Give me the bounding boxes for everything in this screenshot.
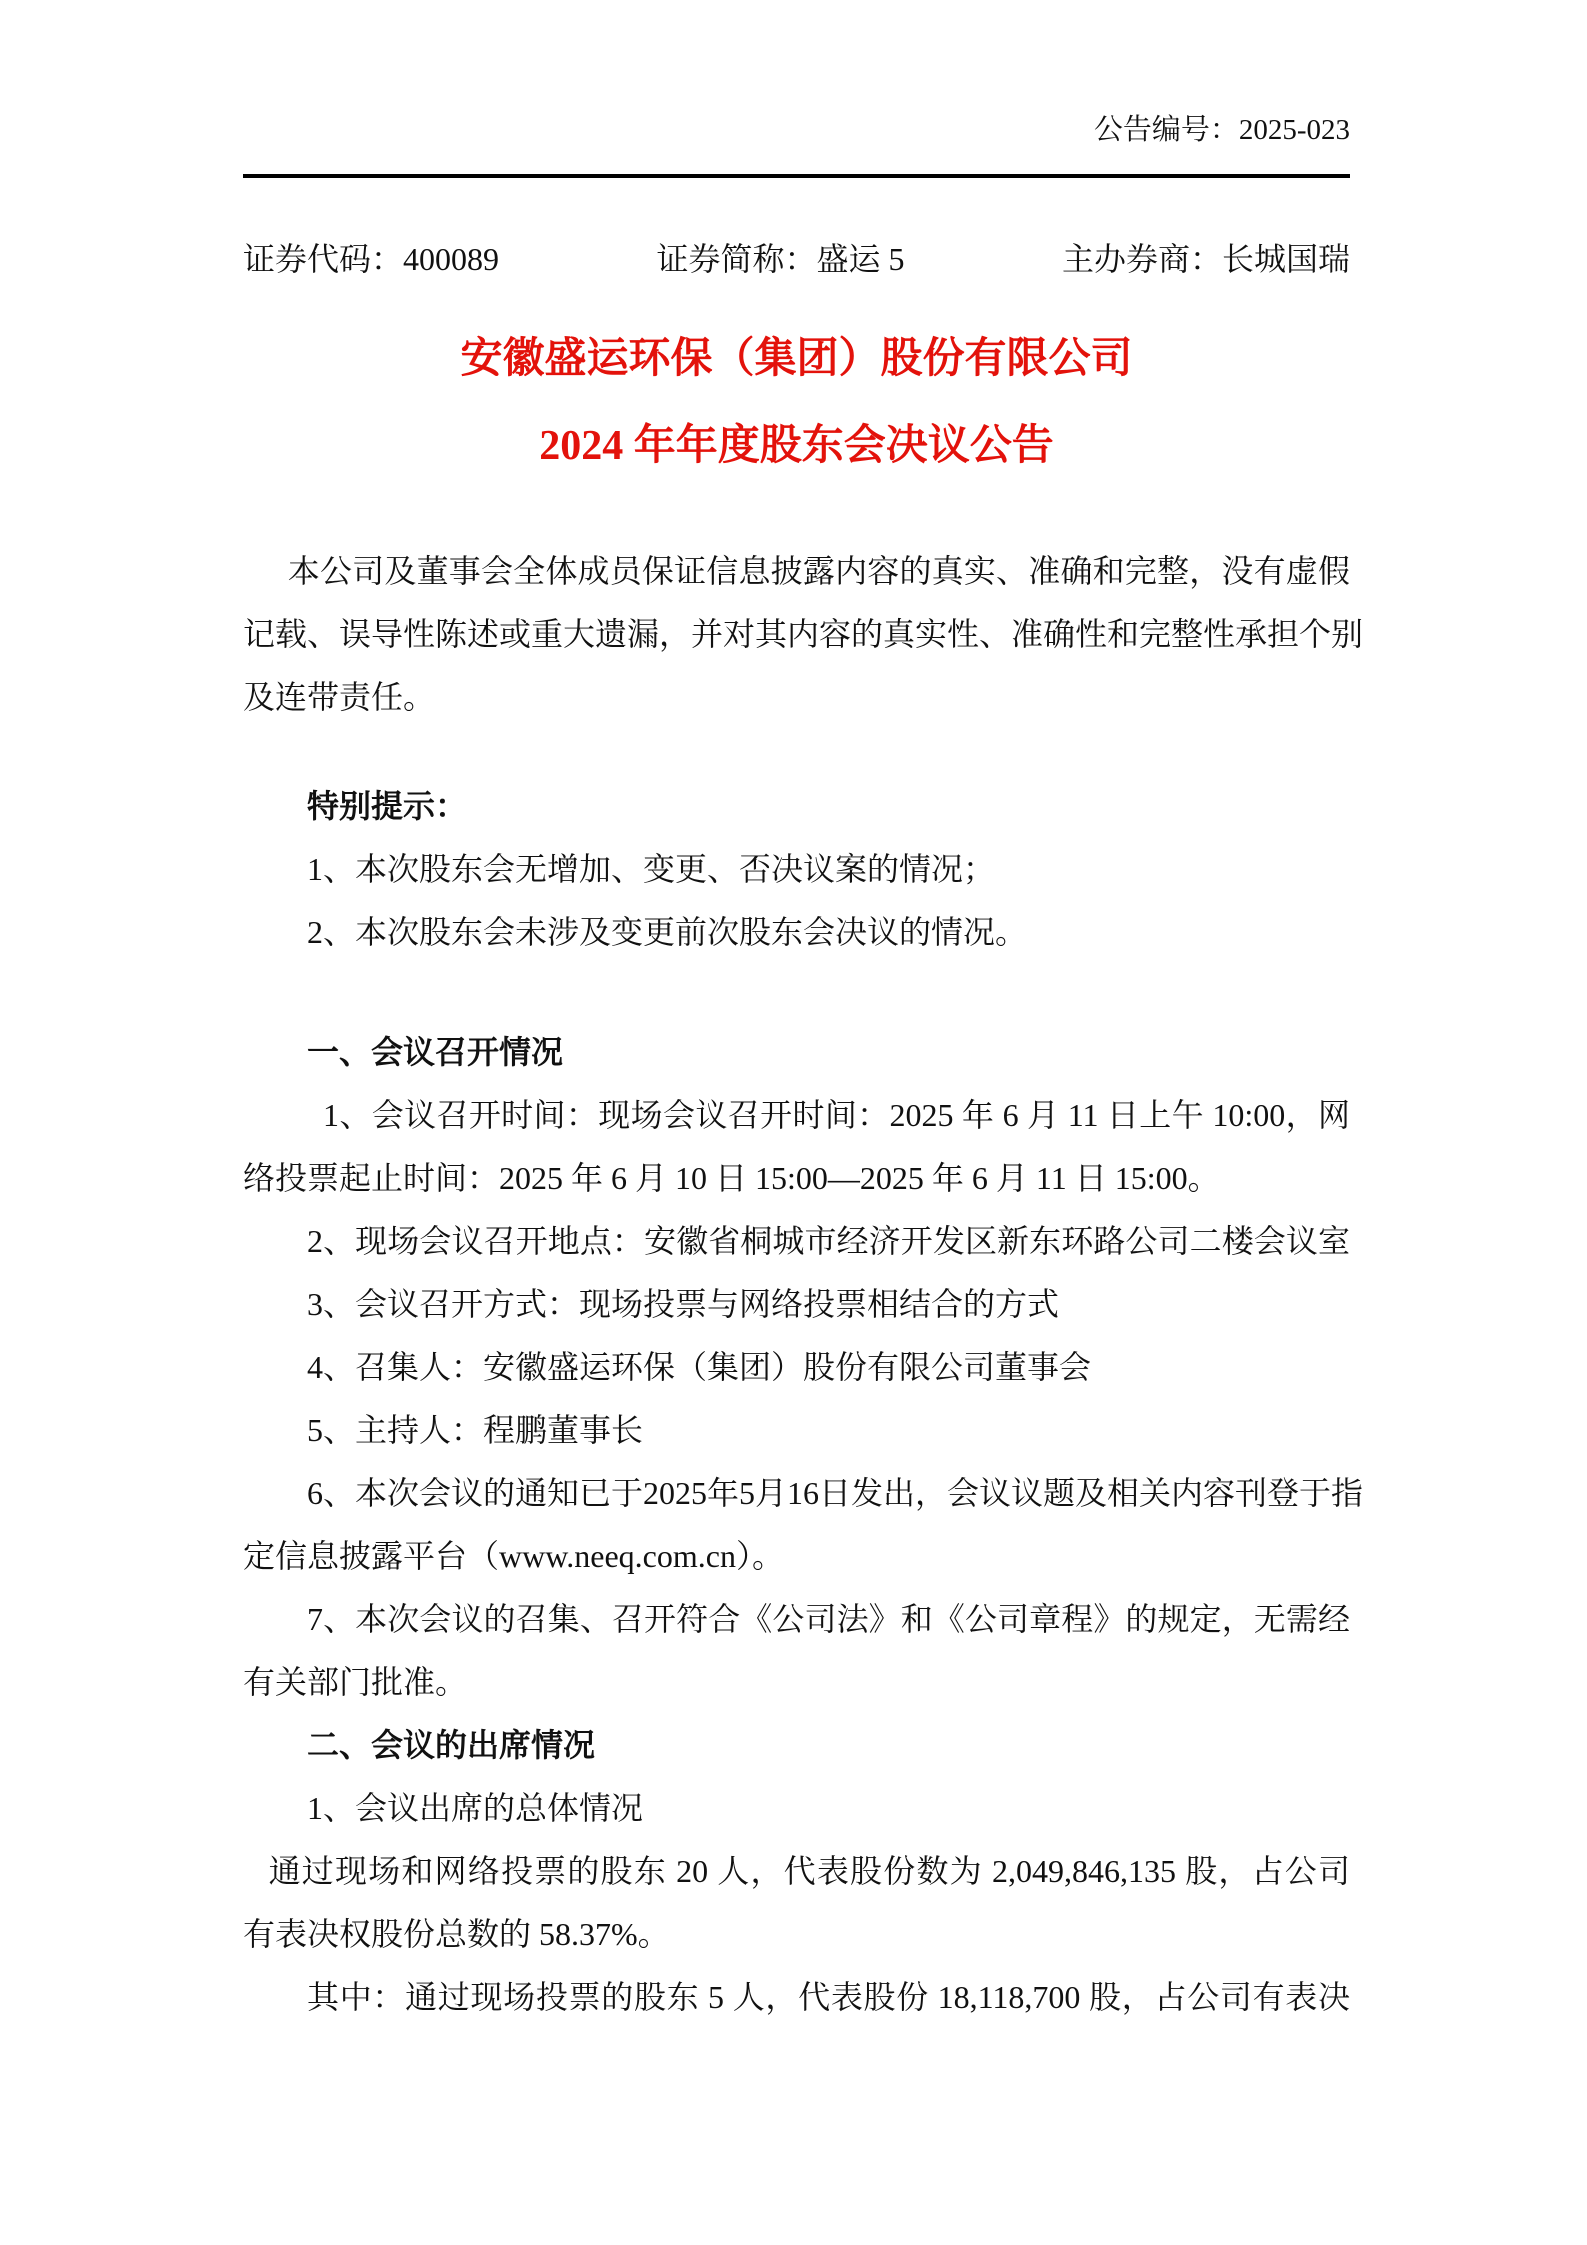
section-meeting-attendance [243, 1714, 1350, 2029]
section2-paragraph-line: 通过现场和网络投票的股东 20 人，代表股份数为 2,049,846,135 股，占公司 [268, 1853, 1350, 1889]
section2-subheading: 1、会议出席的总体情况 [307, 1790, 644, 1826]
section2-paragraph-line: 其中：通过现场投票的股东 5 人，代表股份 18,118,700 股，占公司有表决 [307, 1979, 1350, 2015]
doc-title-subject: 2024 年年度股东会决议公告 [539, 423, 1054, 469]
declaration-line: 及连带责任。 [243, 679, 436, 715]
section1-item-line: 络投票起止时间：2025 年 6 月 10 日 15:00—2025 年 6 月 11 日 15:00。 [243, 1160, 1220, 1196]
declaration-paragraph [243, 540, 1364, 729]
section1-item-line: 4、召集人：安徽盛运环保（集团）股份有限公司董事会 [307, 1349, 1092, 1385]
special-note-heading: 特别提示： [307, 788, 468, 824]
section1-item-line: 定信息披露平台（www.neeq.com.cn）。 [243, 1538, 784, 1574]
security-code-label: 证券代码：400089 [243, 241, 500, 277]
section1-item-line: 2、现场会议召开地点：安徽省桐城市经济开发区新东环路公司二楼会议室 [307, 1223, 1350, 1259]
declaration-line: 本公司及董事会全体成员保证信息披露内容的真实、准确和完整，没有虚假 [287, 553, 1350, 589]
section1-heading: 一、会议召开情况 [307, 1034, 564, 1070]
security-short-name-label: 证券简称：盛运 5 [656, 241, 905, 277]
announcement-number: 公告编号：2025-023 [1093, 114, 1350, 146]
doc-title-company: 安徽盛运环保（集团）股份有限公司 [460, 336, 1133, 382]
section1-item-line: 6、本次会议的通知已于2025年5月16日发出，会议议题及相关内容刊登于指 [307, 1475, 1364, 1511]
declaration-line: 记载、误导性陈述或重大遗漏，并对其内容的真实性、准确性和完整性承担个别 [243, 616, 1364, 652]
section1-item-line: 有关部门批准。 [243, 1664, 468, 1700]
header-divider [243, 174, 1350, 178]
special-note-item: 2、本次股东会未涉及变更前次股东会决议的情况。 [307, 914, 1028, 950]
sponsor-label: 主办券商：长城国瑞 [1061, 241, 1350, 277]
section1-item-line: 7、本次会议的召集、召开符合《公司法》和《公司章程》的规定，无需经 [307, 1601, 1350, 1637]
section2-paragraph-line: 有表决权股份总数的 58.37%。 [243, 1916, 670, 1952]
section1-item-line: 5、主持人：程鹏董事长 [307, 1412, 644, 1448]
special-note-item: 1、本次股东会无增加、变更、否决议案的情况； [307, 851, 996, 887]
section1-item-line: 3、会议召开方式：现场投票与网络投票相结合的方式 [307, 1286, 1060, 1322]
section1-item-line: 1、会议召开时间：现场会议召开时间：2025 年 6 月 11 日上午 10:00，网 [323, 1097, 1350, 1133]
section2-heading: 二、会议的出席情况 [307, 1727, 596, 1763]
special-note-block [243, 775, 1350, 964]
section-meeting-convening [243, 1021, 1364, 1714]
security-info-row [243, 239, 1350, 279]
